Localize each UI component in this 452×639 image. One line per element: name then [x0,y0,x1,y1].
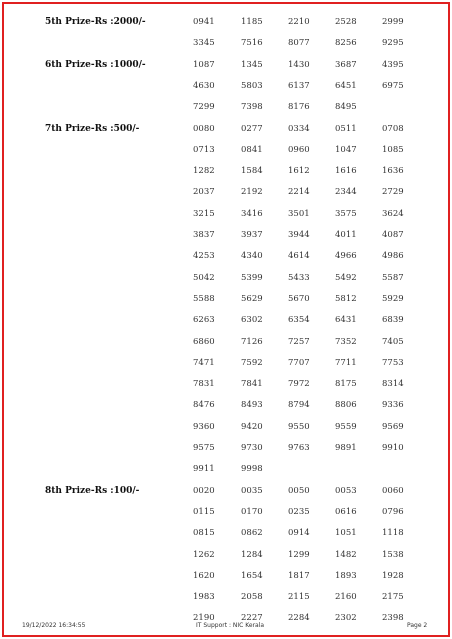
ticket-number: 8806 [335,400,357,411]
ticket-number: 5433 [288,272,310,283]
ticket-number: 1118 [382,528,404,539]
ticket-number: 0708 [382,123,404,134]
ticket-number: 2037 [193,187,215,198]
ticket-number: 0115 [193,506,215,517]
ticket-number: 5492 [335,272,357,283]
ticket-number: 7592 [241,357,263,368]
ticket-number: 9998 [241,464,263,475]
ticket-number: 1482 [335,549,357,560]
ticket-number: 4340 [241,251,263,262]
ticket-number: 1284 [241,549,263,560]
ticket-number: 8476 [193,400,215,411]
ticket-number: 6137 [288,80,310,91]
ticket-number: 1430 [288,59,310,70]
ticket-number: 7257 [288,336,310,347]
ticket-number: 7753 [382,357,404,368]
footer-support: IT Support : NIC Kerala [196,622,265,629]
ticket-number: 0862 [241,528,263,539]
ticket-number: 1584 [241,166,263,177]
ticket-number: 0053 [335,485,357,496]
ticket-number: 9911 [193,464,215,475]
ticket-number: 0616 [335,506,357,517]
ticket-number: 5588 [193,293,215,304]
ticket-number: 4630 [193,80,215,91]
ticket-number: 3944 [288,230,310,240]
ticket-number: 4087 [382,230,404,240]
ticket-number: 1616 [335,166,357,177]
ticket-number: 6354 [288,315,310,326]
ticket-number: 7516 [241,38,263,49]
ticket-number: 5812 [335,293,357,304]
ticket-number: 8794 [288,400,310,411]
prize-section-title: 7th Prize-Rs :500/- [45,123,140,134]
ticket-number: 3624 [382,208,404,219]
ticket-number: 7711 [335,357,357,368]
ticket-number: 1636 [382,166,404,177]
ticket-number: 3501 [288,208,310,219]
ticket-number: 6451 [335,80,357,91]
ticket-number: 0050 [288,485,310,496]
ticket-number: 0815 [193,528,215,539]
ticket-number: 4011 [335,230,357,240]
ticket-number: 8495 [335,102,357,113]
ticket-number: 3215 [193,208,215,219]
ticket-number: 5629 [241,293,263,304]
ticket-number: 1928 [382,570,404,581]
ticket-number: 0960 [288,144,310,155]
ticket-number: 5803 [241,80,263,91]
ticket-number: 7405 [382,336,404,347]
ticket-number: 8256 [335,38,357,49]
ticket-number: 5399 [241,272,263,283]
ticket-number: 0035 [241,485,263,496]
ticket-number: 9559 [335,421,357,432]
ticket-number: 2115 [288,592,310,603]
ticket-number: 2729 [382,187,404,198]
ticket-number: 0170 [241,506,263,517]
ticket-number: 7707 [288,357,310,368]
ticket-number: 2190 [193,613,215,624]
ticket-number: 1051 [335,528,357,539]
ticket-number: 5929 [382,293,404,304]
ticket-number: 2528 [335,17,357,27]
ticket-number: 2175 [382,592,404,603]
ticket-number: 9295 [382,38,404,49]
ticket-number: 8493 [241,400,263,411]
ticket-number: 9730 [241,443,263,453]
ticket-number: 4395 [382,59,404,70]
ticket-number: 9763 [288,443,310,453]
ticket-number: 9360 [193,421,215,432]
ticket-number: 2302 [335,613,357,624]
ticket-number: 7398 [241,102,263,113]
ticket-number: 0020 [193,485,215,496]
ticket-number: 7471 [193,357,215,368]
ticket-number: 0235 [288,506,310,517]
ticket-number: 1345 [241,59,263,70]
ticket-number: 1893 [335,570,357,581]
ticket-number: 3575 [335,208,357,219]
ticket-number: 1262 [193,549,215,560]
ticket-number: 8175 [335,379,357,390]
ticket-number: 1983 [193,592,215,603]
ticket-number: 9336 [382,400,404,411]
ticket-number: 1047 [335,144,357,155]
ticket-number: 5587 [382,272,404,283]
ticket-number: 1085 [382,144,404,155]
prize-section-title: 5th Prize-Rs :2000/- [45,17,146,27]
ticket-number: 3937 [241,230,263,240]
ticket-number: 6839 [382,315,404,326]
ticket-number: 1299 [288,549,310,560]
ticket-number: 3345 [193,38,215,49]
ticket-number: 8314 [382,379,404,390]
ticket-number: 9891 [335,443,357,453]
ticket-number: 1282 [193,166,215,177]
ticket-number: 2214 [288,187,310,198]
ticket-number: 0841 [241,144,263,155]
ticket-number: 1612 [288,166,310,177]
ticket-number: 4986 [382,251,404,262]
ticket-number: 6302 [241,315,263,326]
ticket-number: 0796 [382,506,404,517]
ticket-number: 7831 [193,379,215,390]
ticket-number: 2058 [241,592,263,603]
ticket-number: 5670 [288,293,310,304]
ticket-number: 0914 [288,528,310,539]
ticket-number: 6263 [193,315,215,326]
ticket-number: 9575 [193,443,215,453]
ticket-number: 2210 [288,17,310,27]
prize-section-title: 8th Prize-Rs :100/- [45,485,140,496]
ticket-number: 3687 [335,59,357,70]
ticket-number: 0334 [288,123,310,134]
ticket-number: 2284 [288,613,310,624]
ticket-number: 8077 [288,38,310,49]
ticket-number: 8176 [288,102,310,113]
ticket-number: 9420 [241,421,263,432]
ticket-number: 6431 [335,315,357,326]
ticket-number: 2192 [241,187,263,198]
ticket-number: 2160 [335,592,357,603]
prize-section-title: 6th Prize-Rs :1000/- [45,59,146,70]
ticket-number: 7352 [335,336,357,347]
ticket-number: 0511 [335,123,357,134]
ticket-number: 3837 [193,230,215,240]
ticket-number: 1620 [193,570,215,581]
ticket-number: 2227 [241,613,263,624]
ticket-number: 0080 [193,123,215,134]
ticket-number: 4966 [335,251,357,262]
ticket-number: 4253 [193,251,215,262]
ticket-number: 0941 [193,17,215,27]
ticket-number: 7299 [193,102,215,113]
ticket-number: 2398 [382,613,404,624]
ticket-number: 7841 [241,379,263,390]
ticket-number: 9550 [288,421,310,432]
ticket-number: 9569 [382,421,404,432]
ticket-number: 6975 [382,80,404,91]
ticket-number: 0277 [241,123,263,134]
ticket-number: 1817 [288,570,310,581]
ticket-number: 5042 [193,272,215,283]
footer-page-number: Page 2 [407,622,428,629]
ticket-number: 1087 [193,59,215,70]
ticket-number: 0060 [382,485,404,496]
ticket-number: 2999 [382,17,404,27]
ticket-number: 1538 [382,549,404,560]
ticket-number: 1654 [241,570,263,581]
ticket-number: 7126 [241,336,263,347]
ticket-number: 4614 [288,251,310,262]
ticket-number: 9910 [382,443,404,453]
ticket-number: 6860 [193,336,215,347]
ticket-number: 0713 [193,144,215,155]
footer-timestamp: 19/12/2022 16:34:55 [22,622,86,629]
ticket-number: 1185 [241,17,263,27]
ticket-number: 7972 [288,379,310,390]
ticket-number: 3416 [241,208,263,219]
ticket-number: 2344 [335,187,357,198]
